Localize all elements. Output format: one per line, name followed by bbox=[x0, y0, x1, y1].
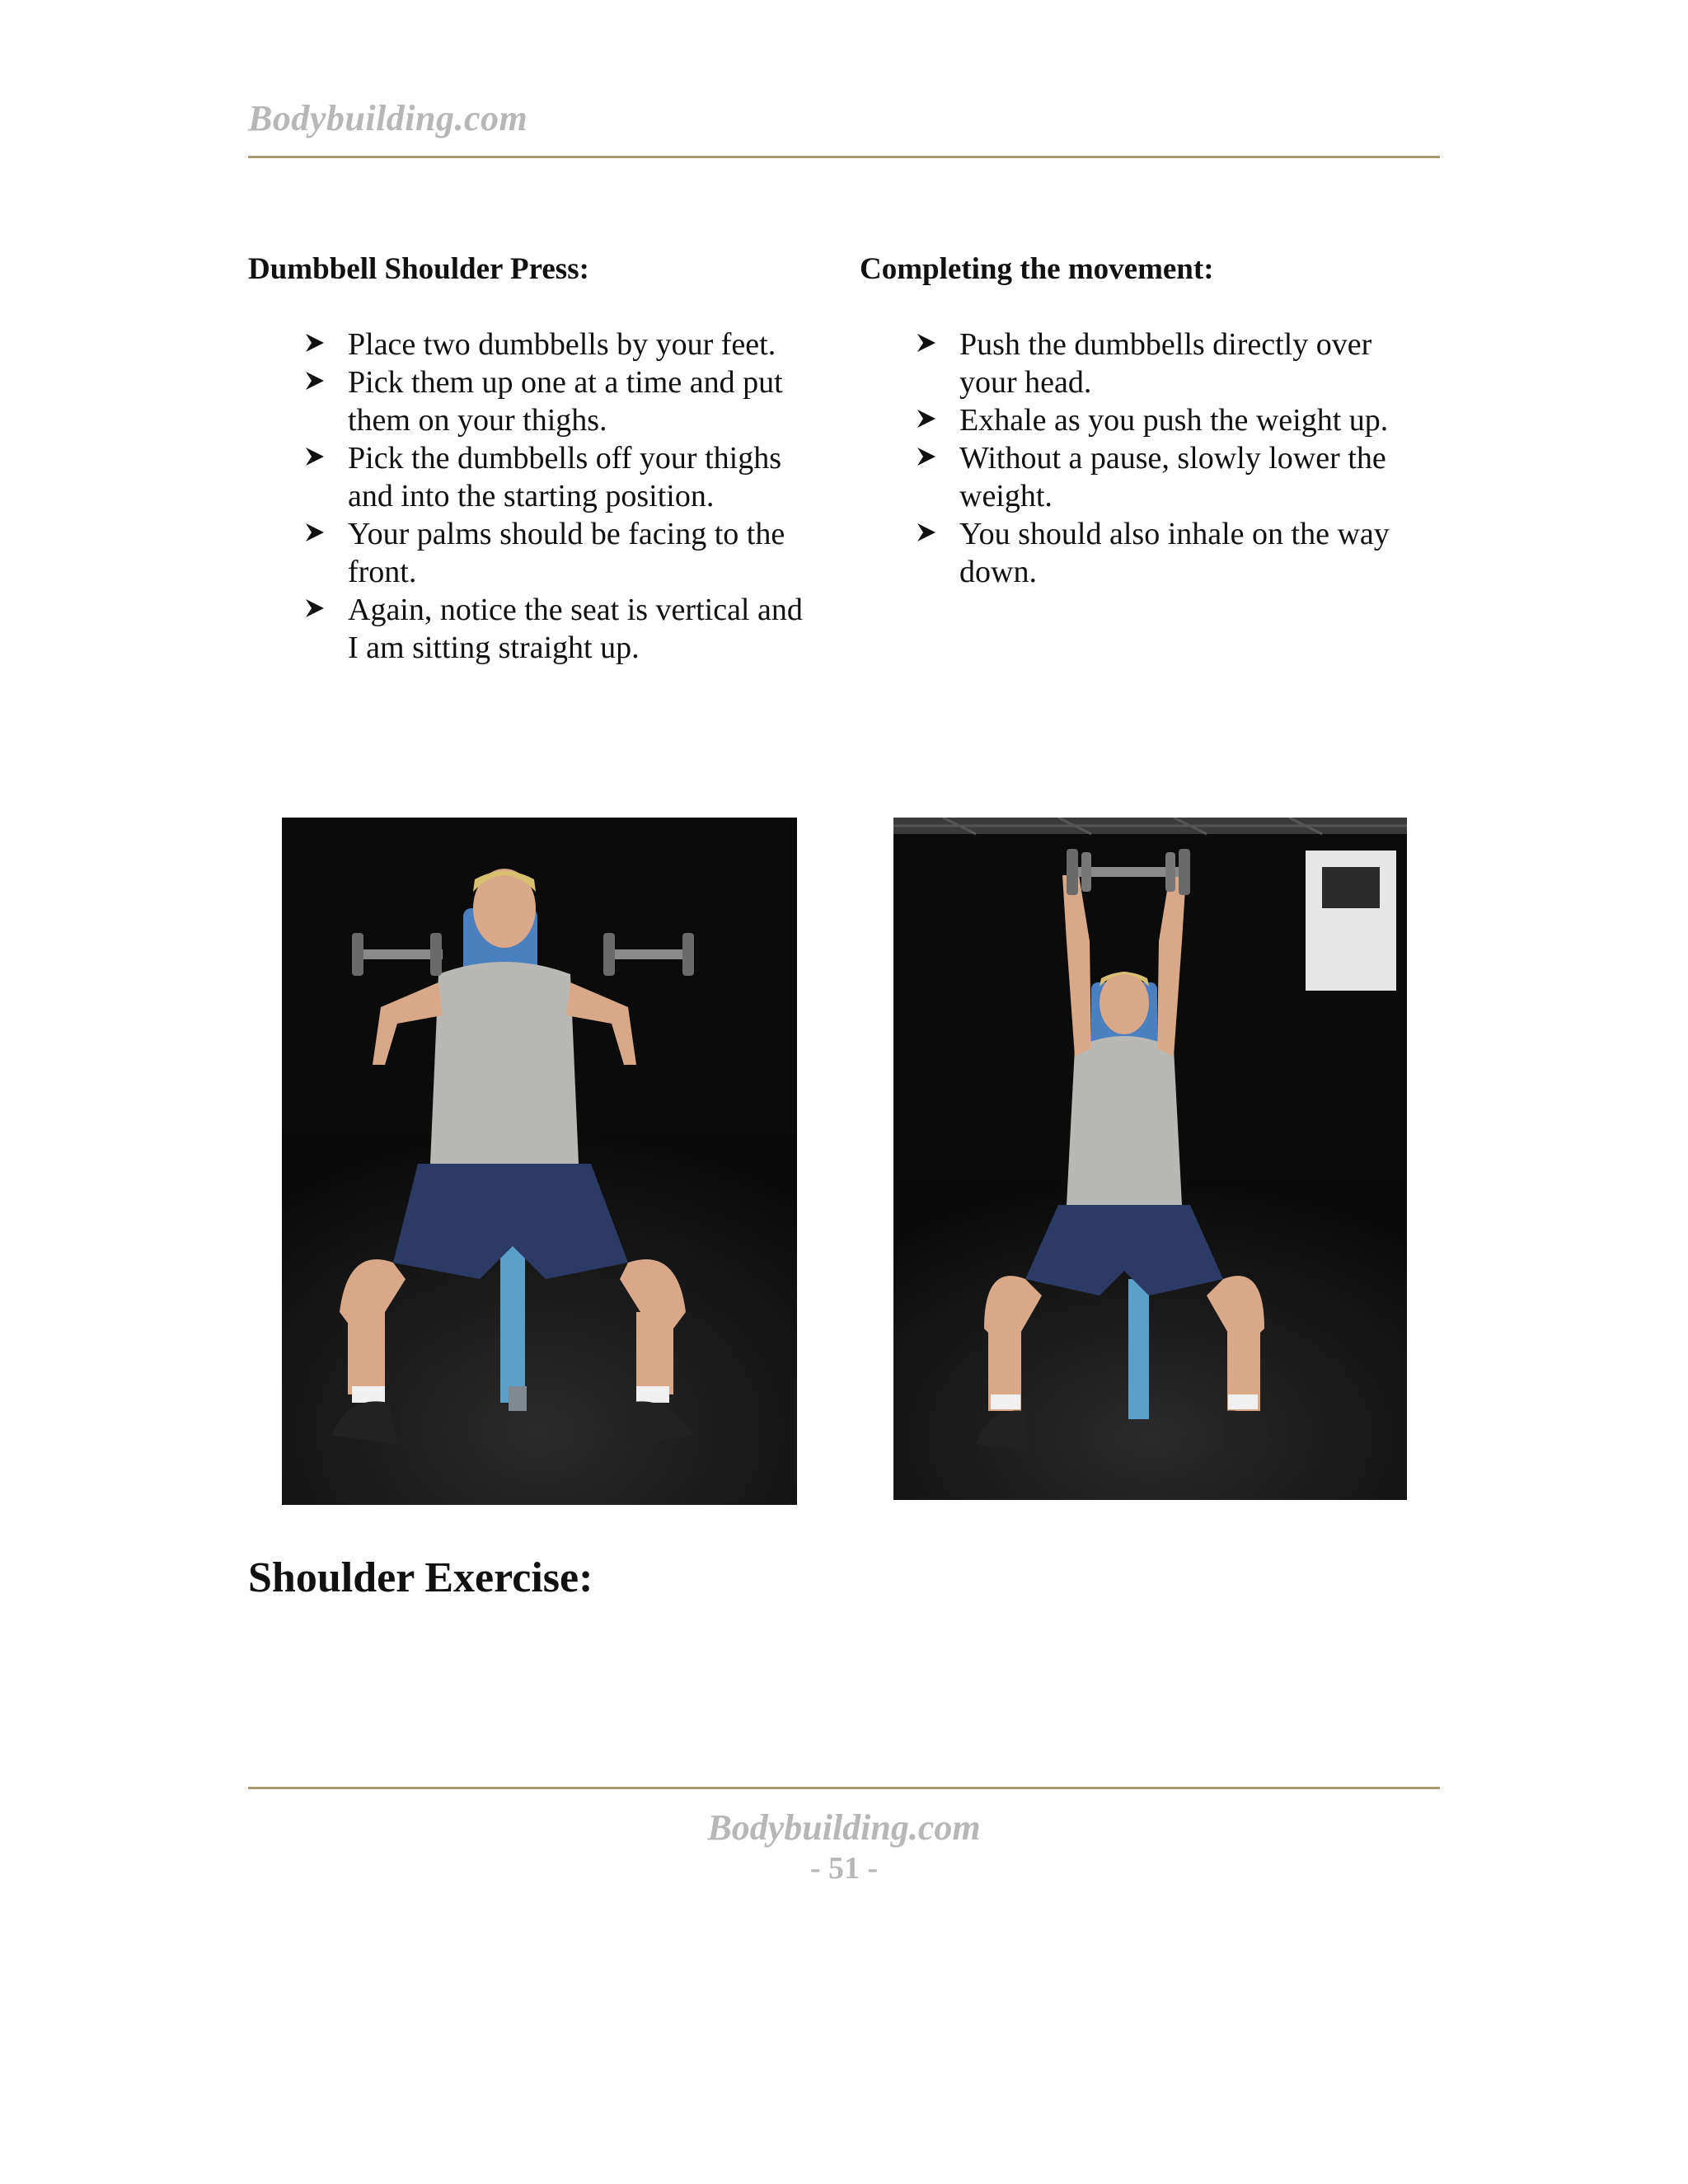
arrow-bullet-icon bbox=[304, 363, 326, 391]
list-item bbox=[248, 439, 842, 515]
left-column-heading: Dumbbell Shoulder Press: bbox=[248, 252, 589, 286]
footer-rule bbox=[248, 1787, 1440, 1789]
arrow-bullet-icon bbox=[304, 591, 326, 619]
photo-completed-position bbox=[893, 818, 1407, 1500]
list-item-line: Without a pause, slowly lower the bbox=[959, 441, 1386, 476]
list-item bbox=[248, 363, 842, 439]
list-item-line: front. bbox=[348, 555, 417, 589]
right-column-heading: Completing the movement: bbox=[860, 252, 1214, 286]
header-rule bbox=[248, 156, 1440, 158]
list-item bbox=[248, 326, 842, 363]
photo-starting-position bbox=[282, 818, 797, 1505]
footer-brand: Bodybuilding.com bbox=[707, 1807, 981, 1848]
left-steps-list bbox=[248, 326, 842, 667]
list-item-line: You should also inhale on the way bbox=[959, 517, 1390, 551]
arrow-bullet-icon bbox=[916, 439, 937, 467]
list-item-line: Push the dumbbells directly over bbox=[959, 327, 1372, 362]
header-brand: Bodybuilding.com bbox=[248, 98, 528, 138]
list-item-line: Your palms should be facing to the bbox=[348, 517, 785, 551]
list-item bbox=[860, 439, 1453, 515]
left-column bbox=[248, 250, 842, 667]
list-item-line: and into the starting position. bbox=[348, 479, 715, 513]
arrow-bullet-icon bbox=[916, 401, 937, 429]
list-item-line: Place two dumbbells by your feet. bbox=[348, 327, 776, 362]
list-item bbox=[860, 326, 1453, 401]
list-item bbox=[860, 515, 1453, 591]
list-item-line: Exhale as you push the weight up. bbox=[959, 403, 1389, 438]
list-item bbox=[248, 591, 842, 667]
list-item-line: them on your thighs. bbox=[348, 403, 607, 438]
arrow-bullet-icon bbox=[916, 326, 937, 354]
arrow-bullet-icon bbox=[916, 515, 937, 543]
list-item-line: Pick them up one at a time and put bbox=[348, 365, 783, 400]
right-column bbox=[860, 250, 1453, 591]
list-item-line: I am sitting straight up. bbox=[348, 630, 640, 665]
list-item-line: down. bbox=[959, 555, 1037, 589]
page-number: - 51 - bbox=[809, 1851, 879, 1886]
arrow-bullet-icon bbox=[304, 326, 326, 354]
list-item-line: Again, notice the seat is vertical and bbox=[348, 593, 803, 627]
list-item-line: weight. bbox=[959, 479, 1053, 513]
list-item-line: Pick the dumbbells off your thighs bbox=[348, 441, 781, 476]
list-item bbox=[860, 401, 1453, 439]
list-item bbox=[248, 515, 842, 591]
right-steps-list bbox=[860, 326, 1453, 591]
section-title: Shoulder Exercise: bbox=[248, 1554, 593, 1601]
arrow-bullet-icon bbox=[304, 439, 326, 467]
arrow-bullet-icon bbox=[304, 515, 326, 543]
list-item-line: your head. bbox=[959, 365, 1092, 400]
